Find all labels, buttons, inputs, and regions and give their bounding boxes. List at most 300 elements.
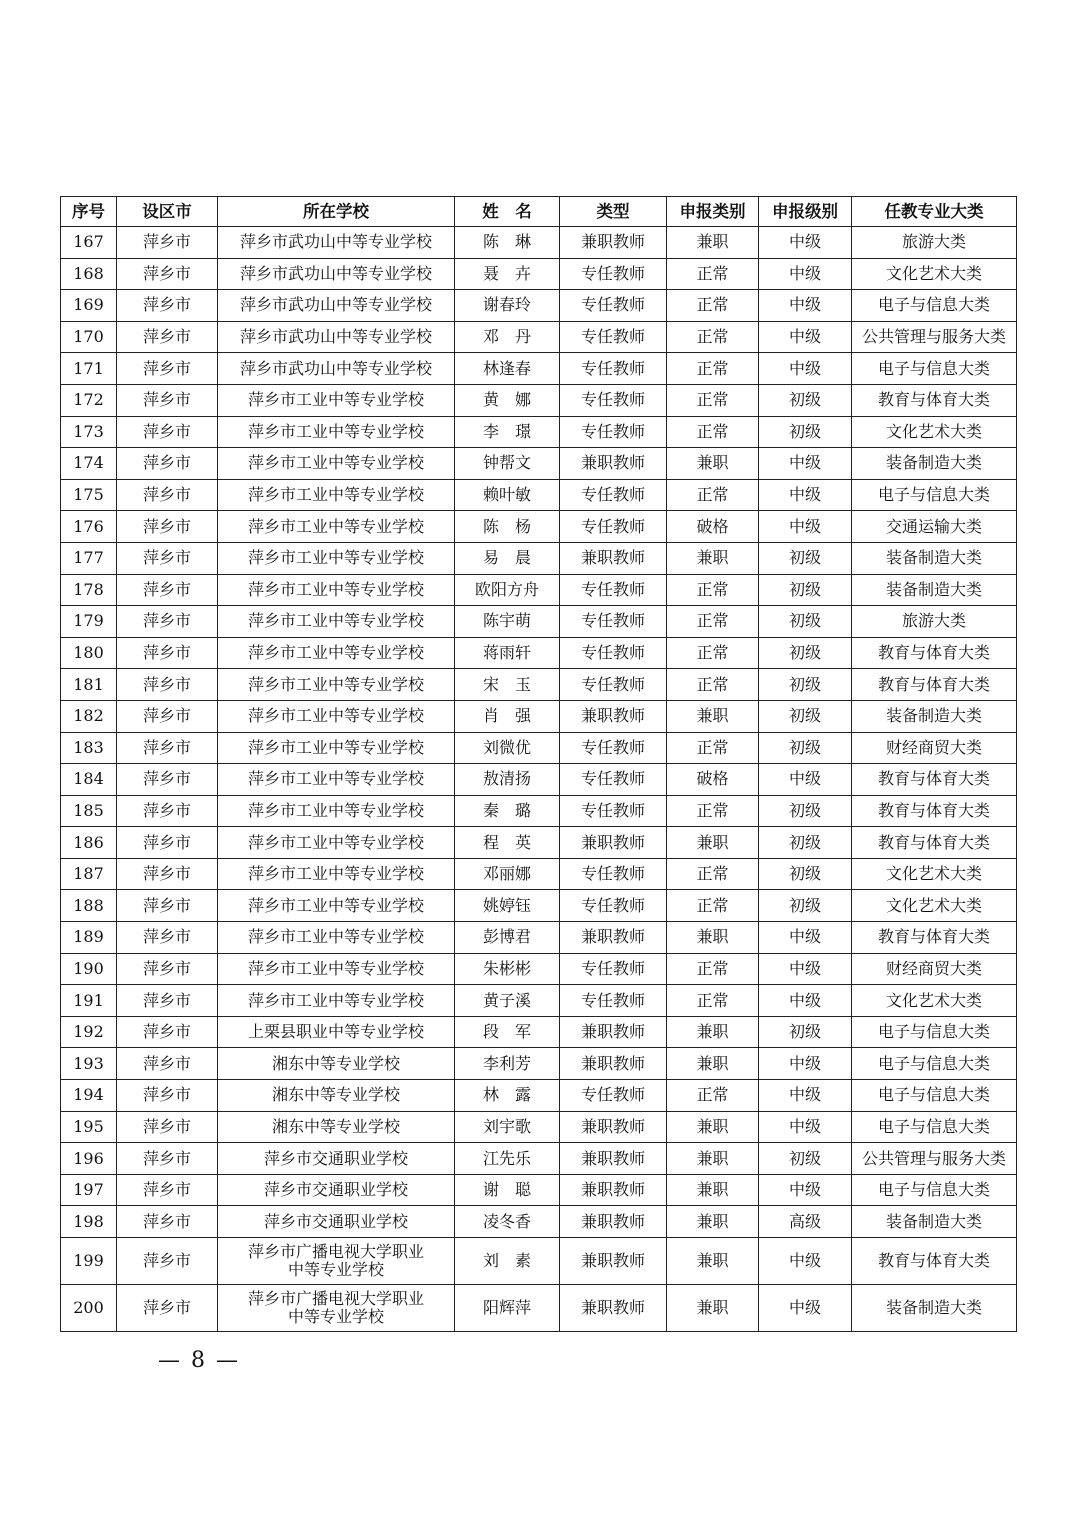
cell-school: 萍乡市工业中等专业学校	[218, 479, 455, 511]
cell-school: 萍乡市工业中等专业学校	[218, 606, 455, 638]
cell-no: 196	[61, 1143, 117, 1175]
cell-school: 上栗县职业中等专业学校	[218, 1016, 455, 1048]
cell-category: 兼职	[667, 542, 759, 574]
cell-no: 167	[61, 227, 117, 259]
cell-level: 中级	[759, 321, 852, 353]
cell-major: 电子与信息大类	[852, 1111, 1017, 1143]
column-header-category: 申报类别	[667, 197, 759, 227]
cell-type: 专任教师	[560, 416, 667, 448]
cell-category: 正常	[667, 669, 759, 701]
table-row	[61, 1111, 1017, 1143]
cell-level: 中级	[759, 353, 852, 385]
cell-name: 赖叶敏	[455, 479, 560, 511]
cell-category: 正常	[667, 321, 759, 353]
column-header-level: 申报级别	[759, 197, 852, 227]
cell-type: 专任教师	[560, 353, 667, 385]
cell-level: 中级	[759, 1048, 852, 1080]
cell-city: 萍乡市	[117, 606, 218, 638]
cell-type: 专任教师	[560, 890, 667, 922]
table-row	[61, 669, 1017, 701]
cell-school: 萍乡市武功山中等专业学校	[218, 321, 455, 353]
cell-type: 兼职教师	[560, 700, 667, 732]
cell-major: 电子与信息大类	[852, 290, 1017, 322]
cell-level: 初级	[759, 732, 852, 764]
cell-school: 萍乡市工业中等专业学校	[218, 732, 455, 764]
cell-school: 萍乡市工业中等专业学校	[218, 448, 455, 480]
cell-school: 萍乡市交通职业学校	[218, 1174, 455, 1206]
cell-no: 170	[61, 321, 117, 353]
cell-type: 兼职教师	[560, 1048, 667, 1080]
cell-city: 萍乡市	[117, 1143, 218, 1175]
cell-school: 湘东中等专业学校	[218, 1111, 455, 1143]
cell-category: 正常	[667, 384, 759, 416]
cell-no: 199	[61, 1238, 117, 1285]
column-header-name: 姓 名	[455, 197, 560, 227]
cell-major: 装备制造大类	[852, 574, 1017, 606]
cell-name: 黄 娜	[455, 384, 560, 416]
cell-type: 兼职教师	[560, 227, 667, 259]
column-header-city: 设区市	[117, 197, 218, 227]
cell-name: 秦 璐	[455, 795, 560, 827]
cell-school: 萍乡市工业中等专业学校	[218, 669, 455, 701]
cell-no: 194	[61, 1080, 117, 1112]
cell-no: 177	[61, 542, 117, 574]
cell-major: 教育与体育大类	[852, 1238, 1017, 1285]
cell-category: 正常	[667, 479, 759, 511]
cell-no: 189	[61, 922, 117, 954]
cell-category: 兼职	[667, 1111, 759, 1143]
cell-name: 李利芳	[455, 1048, 560, 1080]
cell-category: 兼职	[667, 1174, 759, 1206]
table-row	[61, 764, 1017, 796]
cell-school: 萍乡市工业中等专业学校	[218, 953, 455, 985]
cell-category: 破格	[667, 764, 759, 796]
cell-name: 黄子溪	[455, 985, 560, 1017]
cell-major: 电子与信息大类	[852, 1048, 1017, 1080]
table-row	[61, 1285, 1017, 1332]
cell-major: 装备制造大类	[852, 700, 1017, 732]
cell-major: 教育与体育大类	[852, 669, 1017, 701]
cell-category: 兼职	[667, 1143, 759, 1175]
cell-major: 教育与体育大类	[852, 827, 1017, 859]
cell-level: 初级	[759, 384, 852, 416]
cell-name: 易 晨	[455, 542, 560, 574]
cell-school: 萍乡市工业中等专业学校	[218, 700, 455, 732]
cell-no: 168	[61, 258, 117, 290]
cell-category: 正常	[667, 858, 759, 890]
cell-type: 专任教师	[560, 1080, 667, 1112]
cell-school: 萍乡市工业中等专业学校	[218, 922, 455, 954]
cell-name: 肖 强	[455, 700, 560, 732]
cell-level: 中级	[759, 1238, 852, 1285]
table-body	[61, 227, 1017, 1332]
cell-name: 阳辉萍	[455, 1285, 560, 1332]
cell-level: 中级	[759, 764, 852, 796]
cell-city: 萍乡市	[117, 290, 218, 322]
cell-no: 193	[61, 1048, 117, 1080]
cell-name: 刘宇歌	[455, 1111, 560, 1143]
cell-major: 旅游大类	[852, 606, 1017, 638]
table-row	[61, 511, 1017, 543]
cell-major: 装备制造大类	[852, 448, 1017, 480]
table-row	[61, 606, 1017, 638]
cell-level: 中级	[759, 1111, 852, 1143]
cell-school: 萍乡市工业中等专业学校	[218, 795, 455, 827]
cell-type: 专任教师	[560, 574, 667, 606]
cell-city: 萍乡市	[117, 669, 218, 701]
cell-name: 陈宇萌	[455, 606, 560, 638]
cell-major: 文化艺术大类	[852, 985, 1017, 1017]
cell-type: 兼职教师	[560, 1174, 667, 1206]
table-row	[61, 795, 1017, 827]
cell-no: 179	[61, 606, 117, 638]
cell-city: 萍乡市	[117, 384, 218, 416]
cell-major: 装备制造大类	[852, 542, 1017, 574]
cell-category: 兼职	[667, 1016, 759, 1048]
cell-name: 敖清扬	[455, 764, 560, 796]
cell-category: 正常	[667, 416, 759, 448]
cell-school: 萍乡市工业中等专业学校	[218, 890, 455, 922]
cell-type: 专任教师	[560, 258, 667, 290]
cell-city: 萍乡市	[117, 1174, 218, 1206]
cell-school: 萍乡市武功山中等专业学校	[218, 227, 455, 259]
cell-city: 萍乡市	[117, 1080, 218, 1112]
cell-name: 欧阳方舟	[455, 574, 560, 606]
cell-category: 正常	[667, 890, 759, 922]
cell-major: 电子与信息大类	[852, 353, 1017, 385]
cell-type: 专任教师	[560, 732, 667, 764]
table-row	[61, 827, 1017, 859]
cell-school: 萍乡市工业中等专业学校	[218, 511, 455, 543]
cell-name: 宋 玉	[455, 669, 560, 701]
cell-city: 萍乡市	[117, 258, 218, 290]
cell-name: 邓丽娜	[455, 858, 560, 890]
cell-no: 185	[61, 795, 117, 827]
teacher-roster-table	[60, 196, 1017, 1332]
cell-type: 专任教师	[560, 321, 667, 353]
table-row	[61, 353, 1017, 385]
cell-type: 专任教师	[560, 858, 667, 890]
cell-city: 萍乡市	[117, 1285, 218, 1332]
cell-major: 教育与体育大类	[852, 764, 1017, 796]
cell-type: 专任教师	[560, 637, 667, 669]
cell-no: 172	[61, 384, 117, 416]
table-row	[61, 922, 1017, 954]
cell-school: 萍乡市工业中等专业学校	[218, 384, 455, 416]
table-row	[61, 985, 1017, 1017]
cell-category: 正常	[667, 290, 759, 322]
cell-no: 186	[61, 827, 117, 859]
table-row	[61, 321, 1017, 353]
cell-city: 萍乡市	[117, 985, 218, 1017]
cell-major: 装备制造大类	[852, 1206, 1017, 1238]
table-row	[61, 290, 1017, 322]
cell-no: 181	[61, 669, 117, 701]
cell-major: 文化艺术大类	[852, 858, 1017, 890]
cell-major: 教育与体育大类	[852, 795, 1017, 827]
cell-no: 180	[61, 637, 117, 669]
cell-school	[218, 1238, 455, 1285]
cell-school-line: 中等专业学校	[287, 1307, 384, 1326]
cell-level: 中级	[759, 1174, 852, 1206]
table-row	[61, 1048, 1017, 1080]
cell-school-line: 萍乡市广播电视大学职业	[247, 1289, 424, 1308]
cell-level: 初级	[759, 795, 852, 827]
cell-name: 江先乐	[455, 1143, 560, 1175]
cell-no: 176	[61, 511, 117, 543]
cell-major: 电子与信息大类	[852, 1016, 1017, 1048]
cell-type: 专任教师	[560, 384, 667, 416]
cell-name: 陈 杨	[455, 511, 560, 543]
cell-level: 初级	[759, 858, 852, 890]
table-row	[61, 700, 1017, 732]
cell-school: 萍乡市工业中等专业学校	[218, 542, 455, 574]
cell-name: 林逢春	[455, 353, 560, 385]
cell-level: 初级	[759, 1143, 852, 1175]
cell-level: 中级	[759, 985, 852, 1017]
cell-no: 171	[61, 353, 117, 385]
cell-level: 初级	[759, 637, 852, 669]
cell-type: 专任教师	[560, 764, 667, 796]
cell-major: 装备制造大类	[852, 1285, 1017, 1332]
cell-major: 文化艺术大类	[852, 416, 1017, 448]
cell-type: 兼职教师	[560, 1143, 667, 1175]
cell-no: 174	[61, 448, 117, 480]
cell-type: 专任教师	[560, 290, 667, 322]
cell-major: 教育与体育大类	[852, 637, 1017, 669]
cell-school: 萍乡市工业中等专业学校	[218, 764, 455, 796]
cell-name: 林 露	[455, 1080, 560, 1112]
cell-major: 电子与信息大类	[852, 1080, 1017, 1112]
cell-type: 兼职教师	[560, 827, 667, 859]
cell-no: 190	[61, 953, 117, 985]
cell-school: 湘东中等专业学校	[218, 1048, 455, 1080]
column-header-type: 类型	[560, 197, 667, 227]
cell-school: 萍乡市武功山中等专业学校	[218, 353, 455, 385]
cell-name: 李 璟	[455, 416, 560, 448]
cell-category: 兼职	[667, 1206, 759, 1238]
cell-school-line: 萍乡市广播电视大学职业	[247, 1242, 424, 1261]
cell-school: 萍乡市工业中等专业学校	[218, 637, 455, 669]
cell-category: 正常	[667, 795, 759, 827]
cell-category: 兼职	[667, 227, 759, 259]
cell-major: 教育与体育大类	[852, 384, 1017, 416]
cell-major: 交通运输大类	[852, 511, 1017, 543]
cell-type: 专任教师	[560, 953, 667, 985]
cell-name: 刘微优	[455, 732, 560, 764]
cell-type: 兼职教师	[560, 1206, 667, 1238]
cell-no: 184	[61, 764, 117, 796]
cell-type: 专任教师	[560, 795, 667, 827]
cell-category: 兼职	[667, 827, 759, 859]
cell-category: 正常	[667, 606, 759, 638]
cell-city: 萍乡市	[117, 764, 218, 796]
cell-city: 萍乡市	[117, 416, 218, 448]
cell-name: 彭博君	[455, 922, 560, 954]
cell-city: 萍乡市	[117, 574, 218, 606]
cell-city: 萍乡市	[117, 1111, 218, 1143]
cell-level: 初级	[759, 542, 852, 574]
cell-city: 萍乡市	[117, 858, 218, 890]
cell-school: 湘东中等专业学校	[218, 1080, 455, 1112]
table-row	[61, 1174, 1017, 1206]
cell-category: 正常	[667, 1080, 759, 1112]
cell-city: 萍乡市	[117, 511, 218, 543]
cell-no: 188	[61, 890, 117, 922]
cell-major: 电子与信息大类	[852, 479, 1017, 511]
cell-school	[218, 1285, 455, 1332]
cell-level: 初级	[759, 669, 852, 701]
cell-level: 中级	[759, 922, 852, 954]
cell-city: 萍乡市	[117, 448, 218, 480]
cell-no: 197	[61, 1174, 117, 1206]
table-row	[61, 448, 1017, 480]
cell-name: 刘 素	[455, 1238, 560, 1285]
table-row	[61, 574, 1017, 606]
cell-level: 中级	[759, 258, 852, 290]
cell-school: 萍乡市交通职业学校	[218, 1143, 455, 1175]
cell-major: 公共管理与服务大类	[852, 321, 1017, 353]
cell-no: 191	[61, 985, 117, 1017]
cell-name: 蒋雨轩	[455, 637, 560, 669]
cell-name: 朱彬彬	[455, 953, 560, 985]
cell-level: 中级	[759, 1080, 852, 1112]
cell-level: 初级	[759, 890, 852, 922]
cell-type: 兼职教师	[560, 922, 667, 954]
cell-major: 公共管理与服务大类	[852, 1143, 1017, 1175]
cell-city: 萍乡市	[117, 922, 218, 954]
cell-type: 专任教师	[560, 511, 667, 543]
cell-no: 200	[61, 1285, 117, 1332]
cell-school: 萍乡市工业中等专业学校	[218, 985, 455, 1017]
column-header-no: 序号	[61, 197, 117, 227]
cell-no: 169	[61, 290, 117, 322]
cell-city: 萍乡市	[117, 732, 218, 764]
cell-type: 兼职教师	[560, 1111, 667, 1143]
page-number: — 8 —	[158, 1348, 240, 1373]
cell-type: 专任教师	[560, 669, 667, 701]
table-row	[61, 637, 1017, 669]
cell-level: 中级	[759, 953, 852, 985]
cell-name: 钟帮文	[455, 448, 560, 480]
cell-no: 175	[61, 479, 117, 511]
table-row	[61, 858, 1017, 890]
cell-level: 初级	[759, 1016, 852, 1048]
cell-level: 初级	[759, 574, 852, 606]
table-row	[61, 227, 1017, 259]
cell-city: 萍乡市	[117, 1238, 218, 1285]
cell-category: 正常	[667, 732, 759, 764]
cell-type: 兼职教师	[560, 542, 667, 574]
cell-level: 中级	[759, 227, 852, 259]
cell-school: 萍乡市交通职业学校	[218, 1206, 455, 1238]
cell-level: 初级	[759, 416, 852, 448]
cell-city: 萍乡市	[117, 827, 218, 859]
cell-level: 初级	[759, 700, 852, 732]
cell-level: 中级	[759, 1285, 852, 1332]
cell-city: 萍乡市	[117, 479, 218, 511]
cell-city: 萍乡市	[117, 1206, 218, 1238]
cell-school: 萍乡市工业中等专业学校	[218, 858, 455, 890]
cell-no: 183	[61, 732, 117, 764]
cell-major: 财经商贸大类	[852, 732, 1017, 764]
table-row	[61, 416, 1017, 448]
cell-category: 正常	[667, 353, 759, 385]
cell-city: 萍乡市	[117, 1048, 218, 1080]
cell-category: 正常	[667, 258, 759, 290]
cell-city: 萍乡市	[117, 953, 218, 985]
cell-name: 谢 聪	[455, 1174, 560, 1206]
table-row	[61, 1080, 1017, 1112]
cell-type: 兼职教师	[560, 1016, 667, 1048]
table-row	[61, 953, 1017, 985]
cell-name: 陈 琳	[455, 227, 560, 259]
cell-level: 中级	[759, 479, 852, 511]
cell-type: 专任教师	[560, 479, 667, 511]
cell-name: 凌冬香	[455, 1206, 560, 1238]
cell-school: 萍乡市工业中等专业学校	[218, 416, 455, 448]
cell-category: 兼职	[667, 448, 759, 480]
cell-no: 182	[61, 700, 117, 732]
cell-school-line: 中等专业学校	[287, 1260, 384, 1279]
table-row	[61, 384, 1017, 416]
cell-category: 正常	[667, 953, 759, 985]
cell-no: 198	[61, 1206, 117, 1238]
cell-major: 电子与信息大类	[852, 1174, 1017, 1206]
cell-level: 中级	[759, 448, 852, 480]
cell-type: 专任教师	[560, 606, 667, 638]
column-header-school: 所在学校	[218, 197, 455, 227]
table-row	[61, 890, 1017, 922]
table-row	[61, 542, 1017, 574]
cell-city: 萍乡市	[117, 795, 218, 827]
cell-major: 文化艺术大类	[852, 890, 1017, 922]
table-row	[61, 1238, 1017, 1285]
cell-category: 兼职	[667, 1285, 759, 1332]
table-row	[61, 1143, 1017, 1175]
cell-type: 专任教师	[560, 985, 667, 1017]
cell-category: 兼职	[667, 1238, 759, 1285]
table-row	[61, 1206, 1017, 1238]
cell-major: 财经商贸大类	[852, 953, 1017, 985]
cell-category: 兼职	[667, 1048, 759, 1080]
cell-type: 兼职教师	[560, 1285, 667, 1332]
table-row	[61, 258, 1017, 290]
cell-major: 教育与体育大类	[852, 922, 1017, 954]
cell-city: 萍乡市	[117, 890, 218, 922]
cell-level: 中级	[759, 290, 852, 322]
cell-city: 萍乡市	[117, 321, 218, 353]
cell-city: 萍乡市	[117, 542, 218, 574]
cell-city: 萍乡市	[117, 353, 218, 385]
cell-city: 萍乡市	[117, 227, 218, 259]
cell-school: 萍乡市工业中等专业学校	[218, 827, 455, 859]
cell-city: 萍乡市	[117, 700, 218, 732]
table-row	[61, 732, 1017, 764]
cell-city: 萍乡市	[117, 1016, 218, 1048]
cell-type: 兼职教师	[560, 1238, 667, 1285]
cell-category: 破格	[667, 511, 759, 543]
table-row	[61, 1016, 1017, 1048]
cell-major: 旅游大类	[852, 227, 1017, 259]
cell-name: 谢春玲	[455, 290, 560, 322]
cell-category: 兼职	[667, 922, 759, 954]
cell-level: 中级	[759, 511, 852, 543]
cell-city: 萍乡市	[117, 637, 218, 669]
cell-name: 聂 卉	[455, 258, 560, 290]
cell-category: 兼职	[667, 700, 759, 732]
cell-level: 高级	[759, 1206, 852, 1238]
